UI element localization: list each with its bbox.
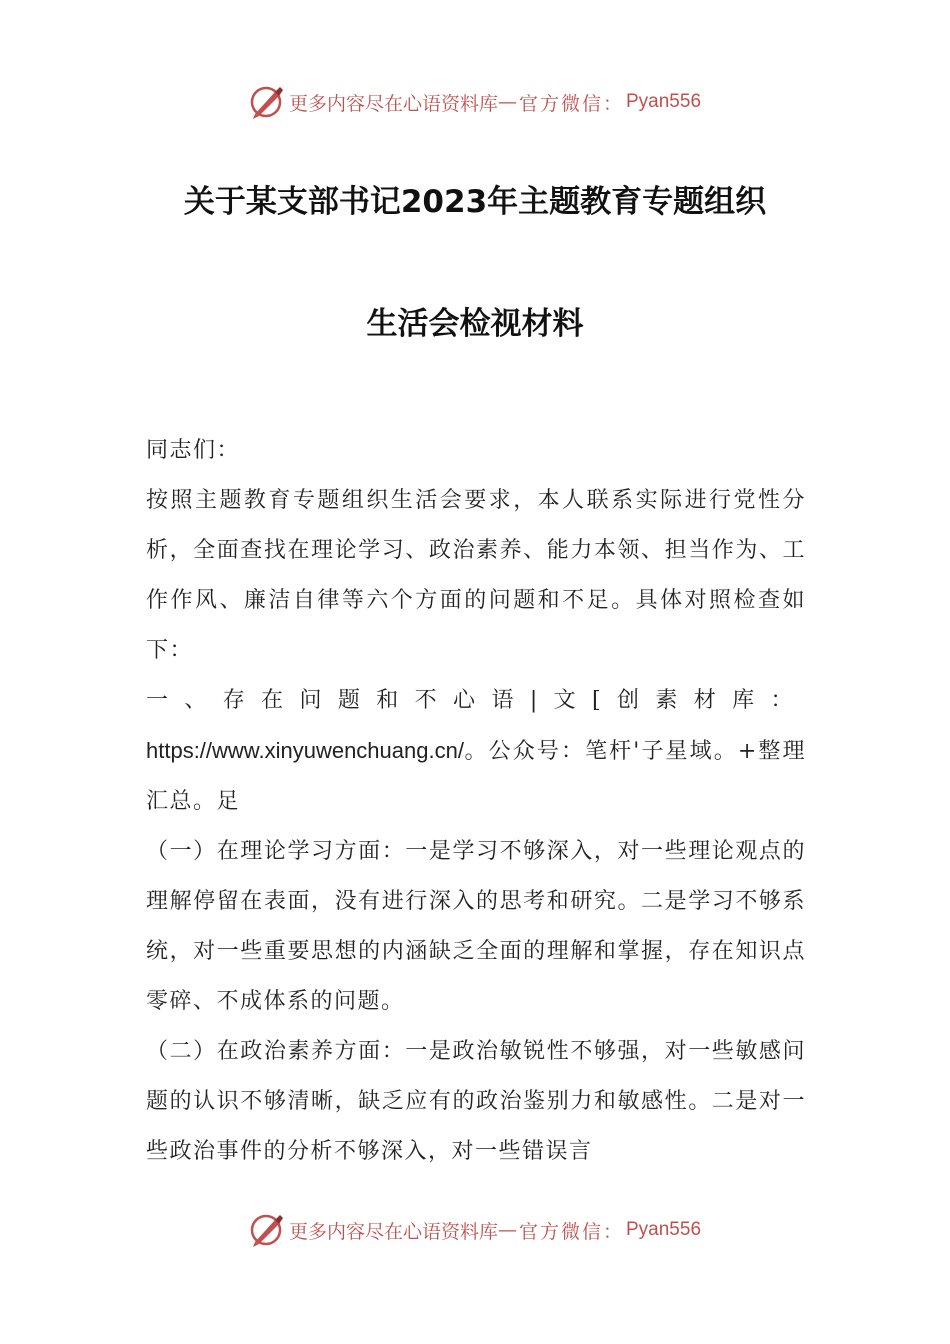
section-1-prefix: 一、存在问题和不心语|文[创素材库： xyxy=(146,688,806,713)
salutation: 同志们： xyxy=(146,438,241,463)
footer-watermark-banner xyxy=(0,1210,950,1250)
banner-brand-text: 更多内容尽在心语资料库 xyxy=(288,1220,498,1243)
pen-logo-icon xyxy=(249,84,285,120)
source-url-link[interactable]: https://www.xinyuwenchuang.cn/ xyxy=(146,738,464,763)
section-1-heading xyxy=(146,676,806,827)
document-title-line-2: 生活会检视材料 xyxy=(366,306,584,342)
banner-official-label: 官方微信： xyxy=(518,1220,624,1243)
banner-wechat-id: Pyan556 xyxy=(626,91,702,112)
document-body xyxy=(146,426,806,1177)
item-2-paragraph: （二）在政治素养方面：一是政治敏锐性不够强，对一些敏感问题的认识不够清晰，缺乏应有的政治鉴别力和敏感性。二是对一些政治事件的分析不够深入，对一些错误言 xyxy=(146,1039,806,1164)
banner-dash: — xyxy=(497,1219,517,1241)
header-watermark-banner xyxy=(0,82,950,122)
banner-wechat-id: Pyan556 xyxy=(626,1219,702,1240)
document-title-line-1: 关于某支部书记2023年主题教育专题组织 xyxy=(183,184,767,220)
item-1-paragraph: （一）在理论学习方面：一是学习不够深入，对一些理论观点的理解停留在表面，没有进行深入的思考和研究。二是学习不够系统，对一些重要思想的内涵缺乏全面的理解和掌握，存在知识点零碎、不成体系的问题。 xyxy=(146,839,806,1014)
banner-brand-text: 更多内容尽在心语资料库 xyxy=(288,92,498,115)
section-1-suffix: 。公众号：笔杆'子星域。+整理汇总。足 xyxy=(146,739,806,814)
banner-official-label: 官方微信： xyxy=(518,92,624,115)
intro-paragraph: 按照主题教育专题组织生活会要求，本人联系实际进行党性分析，全面查找在理论学习、政治素养、能力本领、担当作为、工作作风、廉洁自律等六个方面的问题和不足。具体对照检查如下： xyxy=(146,488,806,663)
banner-dash: — xyxy=(497,91,517,113)
pen-logo-icon xyxy=(249,1212,285,1248)
